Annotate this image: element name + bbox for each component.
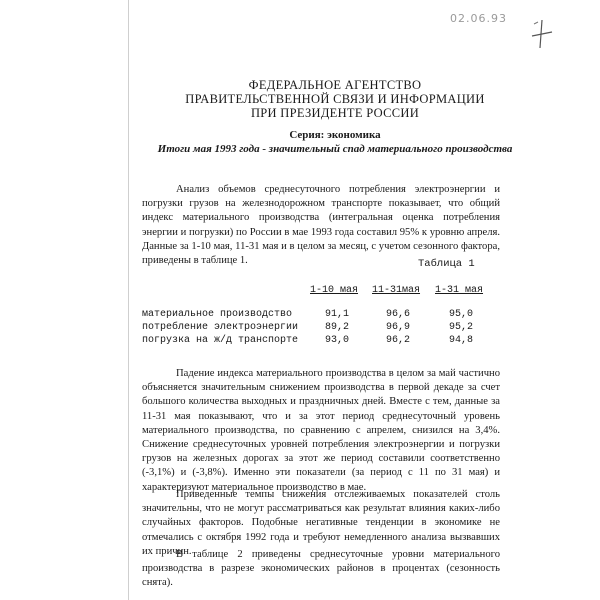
handwritten-mark-icon	[528, 16, 556, 52]
table-row-label: потребление электроэнергии	[142, 322, 299, 333]
page-edge	[128, 0, 129, 600]
table-column-header: 1-10 мая	[310, 285, 359, 296]
table-column-header: 1-31 мая	[435, 285, 484, 296]
table-cell: 89,2	[324, 322, 349, 333]
paragraph-2	[142, 367, 500, 495]
series-label: Серия: экономика	[289, 129, 381, 141]
table-row-label: материальное производство	[142, 309, 293, 320]
handwritten-date-stamp: 02.06.93	[450, 12, 507, 25]
table-cell: 95,2	[448, 322, 473, 333]
table-caption: Таблица 1	[418, 258, 475, 270]
document-title: Итоги мая 1993 года - значительный спад материального производства	[157, 143, 513, 155]
table-cell: 96,9	[385, 322, 410, 333]
paragraph-1-text: Анализ объемов среднесуточного потребления электроэнергии и погрузки грузов на железнодорожном транспорте показывает, что общий индекс материального производства (интегральная оценка потребления энергии и погрузки) по России в мае 1993 года составил 95% к уровню апреля. Данные за 1-10 мая, 11-31 мая и в целом за месяц, с учетом сезонного фактора, приведены в таблице 1.	[142, 184, 500, 267]
header-line-3: ПРИ ПРЕЗИДЕНТЕ РОССИИ	[250, 106, 420, 120]
header-line-2: ПРАВИТЕЛЬСТВЕННОЙ СВЯЗИ И ИНФОРМАЦИИ	[185, 92, 485, 106]
header-line-1: ФЕДЕРАЛЬНОЕ АГЕНТСТВО	[248, 78, 422, 92]
paragraph-3-text: Приведенные темпы снижения отслеживаемых показателей столь значительны, что не могут рассматриваться как результат влияния каких-либо случайных факторов. Подобные негативные тенденции в экономике не отмечались с октября 1992 года и требуют немедленного анализа вызвавших их причин.	[142, 489, 500, 557]
table-cell: 96,6	[385, 309, 410, 320]
table-cell: 94,8	[448, 335, 473, 346]
table-cell: 96,2	[385, 335, 410, 346]
table-cell: 91,1	[324, 309, 349, 320]
paragraph-4-text: В таблице 2 приведены среднесуточные уровни материального производства в разрезе экономических районов в процентах (сезонность снята).	[142, 549, 500, 589]
paragraph-2-text: Падение индекса материального производства в целом за май частично объясняется значительным снижением производства в первой декаде за счет большого количества выходных и праздничных дней. Вместе с тем, данные за 11-31 мая показывают, что и за этот период среднесуточный уровень материального производства, по сравнению с апрелем, снизился на 3,4%. Снижение среднесуточных уровней потребления электроэнергии и погрузки грузов на железных дорогах за этот же период составили соответственно (-3,1%) и (-3,8%). Именно эти показатели (за период с 11 по 31 мая) и характеризуют материальное производство в мае.	[142, 368, 500, 493]
series-block	[150, 128, 520, 156]
paragraph-1	[142, 183, 500, 268]
table-cell: 93,0	[324, 335, 349, 346]
table-row-label: погрузка на ж/д транспорте	[142, 335, 299, 346]
paragraph-4	[142, 548, 500, 591]
table-cell: 95,0	[448, 309, 473, 320]
agency-header	[165, 78, 505, 120]
table-column-header: 11-31мая	[372, 285, 421, 296]
